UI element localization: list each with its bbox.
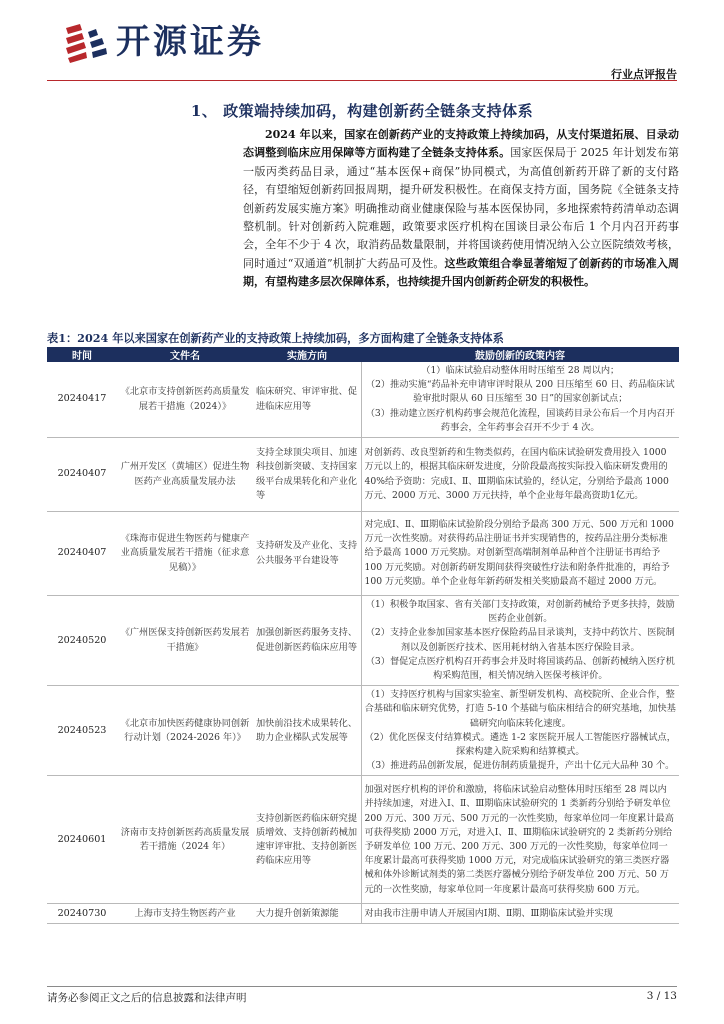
intro-body: 国家医保局于 2025 年计划发布第一版丙类药品目录，通过“基本医保+商保”协同模式，为高值创新药开辟了新的支付路径，有望缩短创新药回报周期，提升研发积极性。在商保支持方面，国务院《全链条支持创新药发展实施方案》明确推动商业健康保险与基本医保协同，多地探索特药清单动态调整机制。针对创新药入院难题，政策要求医疗机构在国谈目录公布后 1 个月内召开药事会，全年不少于 4 次，取消药品数量限制，并将国谈药使用情况纳入公立医院绩效考核，同时通过“双通道”机制扩大药品可及性。 (243, 146, 679, 270)
row-direction: 加强创新医药服务支持、促进创新医药临床应用等 (253, 596, 361, 686)
row-content (361, 362, 679, 438)
table-row (47, 904, 679, 924)
content-item: （1）支持医疗机构与国家实验室、新型研发机构、高校院所、企业合作，整合基础和临床研究优势，打造 5-10 个基础与临床相结合的研究基地，加快基础研究向临床转化速度。 (364, 689, 676, 729)
row-content: 对创新药、改良型新药和生物类似药，在国内临床试验研发费用投入 1000 万元以上的，根据其临床研发进度，分阶段最高按实际投入临床研发费用的40%给予资助：完成Ⅰ、Ⅱ、Ⅲ期临床试验的，经认定，分别给予最高 1000 万元、2000 万元、3000 万元扶持，单个企业每年最高资助1亿元。 (361, 438, 679, 512)
table-header-row (47, 347, 679, 362)
content-item: （1）积极争取国家、省有关部门支持政策，对创新药械给予更多扶持，鼓励医药企业创新。 (365, 599, 675, 625)
content-item: （2）优化医保支付结算模式。遴选 1-2 家医院开展人工智能医疗器械试点，探索构建入院采购和结算模式。 (364, 731, 676, 758)
table-row (47, 596, 679, 686)
row-direction: 支持全球顶尖项目、加速科技创新突破、支持国家级平台成果转化和产业化等 (253, 438, 361, 512)
content-item: （3）推进药品创新发展，促进仿制药质量提升，产出十亿元大品种 30 个。 (366, 760, 675, 772)
intro-bold-tail: 这些政策组合拳显著缩短了创新药的市场准入周期，有望构建多层次保障体系，也持续提升国内创新药企研发的积极性。 (243, 256, 680, 289)
page-number: 3 / 13 (646, 990, 677, 1002)
content-item: （2）推动实施“药品补充申请审评时限从 200 日压缩至 60 日、药品临床试验审批时限从 60 日压缩至 30 日”的国家创新试点； (365, 379, 675, 405)
row-date: 20240417 (47, 362, 117, 438)
row-direction: 大力提升创新策源能 (253, 904, 361, 924)
content-item: （1）临床试验启动整体用时压缩至 28 周以内； (421, 365, 620, 376)
content-item: （3）推动建立医疗机构药事会规范化流程，国谈药目录公布后一个月内召开药事会，全年药事会召开不少于 4 次。 (365, 407, 675, 433)
table-body (47, 362, 679, 924)
table-row (47, 362, 679, 438)
table-row (47, 438, 679, 512)
col-header-date: 时间 (47, 347, 117, 362)
logo-wordmark: 开源证券 (116, 22, 264, 62)
content-item: （3）督促定点医疗机构召开药事会并及时将国谈药品、创新药械纳入医疗机构采购范围，相关情况纳入医保考核评价。 (365, 655, 675, 682)
col-header-direction: 实施方向 (253, 347, 361, 362)
policy-table (47, 347, 679, 924)
report-type-label: 行业点评报告 (611, 68, 677, 81)
col-header-document: 文件名 (117, 347, 253, 362)
row-document: 《广州医保支持创新医药发展若干措施》 (117, 596, 253, 686)
row-direction: 支持创新医药临床研究提质增效、支持创新药械加速审评审批、支持创新医药临床应用等 (253, 776, 361, 904)
section-title: 1、 政策端持续加码，构建创新药全链条支持体系 (190, 102, 534, 120)
row-document: 上海市支持生物医药产业 (117, 904, 253, 924)
row-direction: 支持研发及产业化、支持公共服务平台建设等 (253, 512, 361, 596)
row-document: 广州开发区（黄埔区）促进生物医药产业高质量发展办法 (117, 438, 253, 512)
row-document: 《珠海市促进生物医药与健康产业高质量发展若干措施（征求意见稿）》 (117, 512, 253, 596)
intro-bold-lead: 2024 年以来，国家在创新药产业的支持政策上持续加码，从支付渠道拓展、目录动态调整到临床应用保障等方面构建了全链条支持体系。 (243, 128, 679, 160)
row-document: 《北京市加快医药健康协同创新行动计划（2024-2026 年）》 (117, 686, 253, 776)
row-content: 加强对医疗机构的评价和激励，将临床试验启动整体用时压缩至 28 周以内并持续加速，对进入Ⅰ、Ⅱ、Ⅲ期临床试验研究的 1 类新药分别给予研发单位 200 万元、300 万元、500 万元的一次性奖励，每家单位同一年度累计最高可获得奖励 2000 万元，对进入Ⅰ、Ⅱ、Ⅲ期临床试验研究的 2 类新药分别给予研发单位 100 万元、200 万元、300 万元的一次性奖励，每家单位同一年度累计最高可获得奖励 1000 万元，对完成临床试验研究的第三类医疗器械和体外诊断试剂类的第二类医疗器械分别给予研发单位 200 万元、50 万元的一次性奖励，每家单位同一年度累计最高可获得奖励 600 万元。 (361, 776, 679, 904)
col-header-content: 鼓励创新的政策内容 (361, 347, 679, 362)
row-document: 《北京市支持创新医药高质量发展若干措施（2024）》 (117, 362, 253, 438)
content-item: （2）支持企业参加国家基本医疗保险药品目录谈判，支持中药饮片、医院制剂以及创新医疗技术、医用耗材纳入省基本医疗保险目录。 (365, 627, 675, 653)
row-date: 20240407 (47, 512, 117, 596)
footer-divider (47, 986, 677, 987)
row-document: 济南市支持创新医药高质量发展若干措施（2024 年） (117, 776, 253, 904)
disclaimer-note: 请务必参阅正文之后的信息披露和法律声明 (47, 992, 247, 1004)
row-direction: 临床研究、审评审批、促进临床应用等 (253, 362, 361, 438)
page-header (0, 0, 724, 82)
row-content (361, 596, 679, 686)
row-direction: 加快前沿技术成果转化、助力企业梯队式发展等 (253, 686, 361, 776)
table-row (47, 512, 679, 596)
row-date: 20240601 (47, 776, 117, 904)
row-date: 20240407 (47, 438, 117, 512)
row-date: 20240520 (47, 596, 117, 686)
table-row (47, 776, 679, 904)
policy-table-wrapper (47, 347, 679, 924)
table-row (47, 686, 679, 776)
table-caption: 表1：2024 年以来国家在创新药产业的支持政策上持续加码，多方面构建了全链条支持体系 (47, 331, 504, 345)
logo-icon (62, 22, 108, 64)
row-date: 20240730 (47, 904, 117, 924)
intro-paragraph (243, 126, 679, 292)
row-content: 对由我市注册申请人开展国内Ⅰ期、Ⅱ期、Ⅲ期临床试验并实现 (361, 904, 679, 924)
header-divider (47, 80, 677, 81)
row-content: 对完成Ⅰ、Ⅱ、Ⅲ期临床试验阶段分别给予最高 300 万元、500 万元和 1000 万元一次性奖励。对获得药品注册证书并实现销售的，按药品注册分类标准给予最高 1000 万元奖励。对创新型高端制剂单品种首个注册证书再给予 100 万元奖励。对创新药研发期间获得突破性疗法和附条件批准的，再给予 100 万元奖励。单个企业每年新药研发相关奖励最高不超过 2000 万元。 (361, 512, 679, 596)
row-content (361, 686, 679, 776)
row-date: 20240523 (47, 686, 117, 776)
